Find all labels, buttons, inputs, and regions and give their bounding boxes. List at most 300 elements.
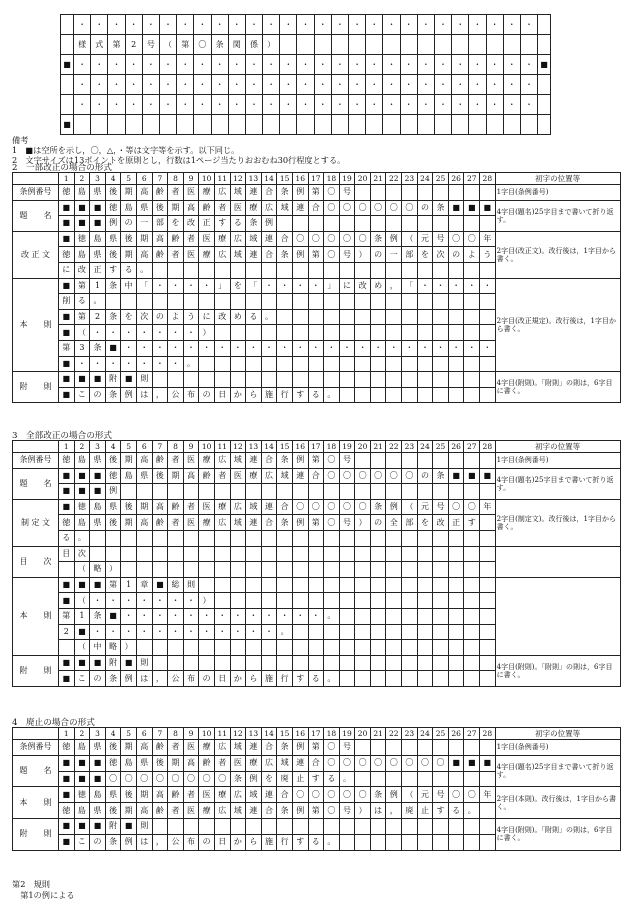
grid-cell — [448, 530, 464, 546]
grid-cell — [349, 115, 366, 135]
grid-cell — [199, 484, 215, 500]
grid-cell: 則 — [183, 577, 199, 593]
grid-cell: 期 — [121, 515, 137, 531]
grid-cell: ・ — [469, 55, 486, 75]
grid-cell — [324, 356, 340, 372]
grid-cell — [433, 546, 449, 562]
grid-cell — [417, 294, 433, 310]
grid-cell: ■ — [90, 484, 106, 500]
grid-cell — [324, 562, 340, 578]
grid-cell: 施 — [261, 671, 277, 687]
grid-cell — [324, 640, 340, 656]
grid-cell: 広 — [230, 499, 246, 515]
grid-cell — [386, 262, 402, 278]
grid-cell: 県 — [90, 740, 106, 756]
grid-cell: 高 — [136, 740, 152, 756]
grid-cell: ・ — [520, 55, 537, 75]
grid-cell — [61, 95, 74, 115]
row-label: 本 則 — [13, 787, 59, 819]
grid-cell: 者 — [168, 515, 184, 531]
grid-cell — [480, 803, 496, 819]
grid-cell — [417, 624, 433, 640]
grid-cell: 2 — [59, 624, 75, 640]
grid-cell: 」 — [324, 278, 340, 294]
grid-cell: ・ — [211, 95, 228, 115]
grid-cell: 島 — [74, 740, 90, 756]
grid-cell: 改 — [183, 216, 199, 232]
grid-cell: ・ — [183, 278, 199, 294]
grid-row — [13, 372, 621, 388]
grid-cell — [355, 530, 371, 546]
grid-cell — [433, 771, 449, 787]
grid-cell: 域 — [246, 499, 262, 515]
grid-cell: 日 — [214, 671, 230, 687]
grid-cell — [261, 484, 277, 500]
grid-cell — [486, 35, 503, 55]
grid-cell: め — [230, 309, 246, 325]
grid-cell: 条 — [105, 309, 121, 325]
column-number: 8 — [168, 728, 184, 740]
grid-cell: 齢 — [152, 453, 168, 469]
grid-cell: ・ — [91, 55, 108, 75]
grid-cell: の — [370, 515, 386, 531]
grid-cell — [105, 546, 121, 562]
grid-cell: 者 — [214, 755, 230, 771]
grid-cell: 徳 — [59, 803, 75, 819]
grid-cell — [331, 115, 348, 135]
column-number-header — [13, 441, 621, 453]
column-number: 2 — [74, 441, 90, 453]
grid-cell: 高 — [183, 200, 199, 216]
grid-cell — [152, 294, 168, 310]
grid-cell: 元 — [417, 231, 433, 247]
column-number: 10 — [199, 728, 215, 740]
column-number: 13 — [246, 441, 262, 453]
grid-cell: 号 — [433, 231, 449, 247]
form-sample-row — [61, 95, 551, 115]
grid-cell — [314, 115, 331, 135]
grid-cell — [261, 546, 277, 562]
grid-cell: ・ — [125, 95, 142, 115]
grid-cell: 例 — [386, 499, 402, 515]
grid-cell: 後 — [152, 755, 168, 771]
grid-cell: ・ — [168, 593, 184, 609]
grid-cell — [277, 530, 293, 546]
grid-cell: ・ — [246, 340, 262, 356]
grid-cell: 合 — [261, 515, 277, 531]
grid-cell: ・ — [503, 55, 520, 75]
grid-cell — [417, 185, 433, 201]
grid-cell — [136, 530, 152, 546]
grid-cell — [230, 593, 246, 609]
grid-cell: 〇 — [370, 200, 386, 216]
grid-cell — [480, 818, 496, 834]
grid-cell — [448, 546, 464, 562]
grid-cell — [402, 655, 418, 671]
grid-cell: 年 — [480, 787, 496, 803]
grid-cell: 式 — [91, 35, 108, 55]
grid-cell — [370, 593, 386, 609]
grid-row — [13, 577, 621, 593]
grid-cell — [214, 640, 230, 656]
grid-cell: 医 — [199, 499, 215, 515]
grid-cell: ・ — [486, 55, 503, 75]
grid-cell — [199, 356, 215, 372]
grid-row — [13, 200, 621, 216]
grid-cell — [246, 640, 262, 656]
grid-cell: 合 — [261, 185, 277, 201]
grid-cell — [434, 35, 451, 55]
grid-cell — [480, 640, 496, 656]
grid-cell: （ — [74, 640, 90, 656]
grid-cell: 号 — [339, 803, 355, 819]
grid-cell — [355, 671, 371, 687]
grid-cell — [214, 546, 230, 562]
grid-cell: ・ — [246, 624, 262, 640]
grid-cell: 期 — [121, 247, 137, 263]
grid-cell — [339, 655, 355, 671]
grid-cell: 島 — [74, 803, 90, 819]
grid-cell — [402, 608, 418, 624]
grid-cell — [417, 593, 433, 609]
grid-cell: 〇 — [386, 200, 402, 216]
grid-cell: ・ — [152, 325, 168, 341]
grid-cell: る — [324, 771, 340, 787]
grid-cell — [417, 262, 433, 278]
grid-cell: ■ — [61, 115, 74, 135]
grid-cell: ■ — [74, 372, 90, 388]
grid-cell: ・ — [108, 15, 125, 35]
grid-cell: 〇 — [121, 771, 137, 787]
grid-cell — [402, 372, 418, 388]
grid-cell — [194, 115, 211, 135]
grid-cell — [386, 484, 402, 500]
grid-cell: ， — [152, 387, 168, 403]
grid-cell — [355, 562, 371, 578]
grid-cell: ・ — [136, 624, 152, 640]
grid-cell — [464, 185, 480, 201]
column-number: 19 — [339, 441, 355, 453]
grid-cell — [480, 515, 496, 531]
grid-cell: ・ — [183, 593, 199, 609]
grid-cell: 県 — [105, 787, 121, 803]
grid-cell: 年 — [480, 499, 496, 515]
grid-cell: 条 — [105, 834, 121, 850]
column-number: 2 — [74, 173, 90, 185]
grid-cell — [355, 740, 371, 756]
grid-cell — [152, 818, 168, 834]
column-number: 26 — [448, 728, 464, 740]
grid-cell: 島 — [121, 468, 137, 484]
grid-cell — [386, 356, 402, 372]
grid-row — [13, 546, 621, 562]
grid-cell — [263, 115, 280, 135]
grid-cell: ・ — [245, 15, 262, 35]
grid-cell: 県 — [90, 185, 106, 201]
grid-cell — [448, 655, 464, 671]
column-number: 11 — [214, 728, 230, 740]
grid-cell — [370, 671, 386, 687]
grid-cell — [433, 530, 449, 546]
row-label: 附 則 — [13, 372, 59, 403]
grid-cell: 医 — [183, 185, 199, 201]
grid-cell: 第 — [74, 309, 90, 325]
column-number: 9 — [183, 728, 199, 740]
grid-cell — [308, 640, 324, 656]
grid-cell — [183, 640, 199, 656]
grid-cell: ， — [152, 834, 168, 850]
grid-cell: 改 — [74, 262, 90, 278]
grid-cell — [417, 562, 433, 578]
grid-cell — [400, 35, 417, 55]
grid-cell: ・ — [433, 340, 449, 356]
grid-cell: 島 — [74, 247, 90, 263]
grid-cell: は — [136, 387, 152, 403]
grid-cell: 県 — [90, 515, 106, 531]
grid-cell — [168, 640, 184, 656]
grid-cell: 齢 — [199, 200, 215, 216]
form-sample-row — [61, 75, 551, 95]
grid-cell: す — [433, 803, 449, 819]
grid-cell — [136, 484, 152, 500]
column-number: 26 — [448, 441, 464, 453]
grid-cell — [370, 818, 386, 834]
grid-cell: ■ — [59, 818, 75, 834]
grid-cell: を — [417, 247, 433, 263]
grid-cell: ・ — [464, 278, 480, 294]
column-number: 6 — [136, 441, 152, 453]
grid-cell: の — [121, 216, 137, 232]
grid-cell: 徳 — [59, 515, 75, 531]
grid-cell: ・ — [308, 278, 324, 294]
grid-cell: 島 — [121, 755, 137, 771]
grid-cell — [480, 372, 496, 388]
column-number: 28 — [480, 441, 496, 453]
grid-cell — [448, 356, 464, 372]
grid-cell: に — [199, 309, 215, 325]
grid-cell — [261, 655, 277, 671]
grid-cell — [324, 216, 340, 232]
column-number: 20 — [355, 441, 371, 453]
grid-cell — [292, 577, 308, 593]
grid-cell: ■ — [59, 309, 75, 325]
grid-cell — [402, 546, 418, 562]
grid-cell — [370, 185, 386, 201]
grid-cell: 条 — [370, 231, 386, 247]
grid-cell: 〇 — [324, 755, 340, 771]
column-number: 12 — [230, 728, 246, 740]
grid-cell — [246, 562, 262, 578]
footer-line-2: 第1の例による — [12, 890, 75, 900]
column-number: 11 — [214, 173, 230, 185]
grid-cell — [90, 546, 106, 562]
grid-cell: 県 — [105, 499, 121, 515]
grid-cell: 中 — [90, 640, 106, 656]
grid-cell: 〇 — [105, 771, 121, 787]
grid-cell: ・ — [261, 608, 277, 624]
grid-cell — [355, 185, 371, 201]
grid-cell — [433, 325, 449, 341]
grid-cell: 者 — [168, 740, 184, 756]
grid-cell — [464, 671, 480, 687]
grid-cell: 者 — [183, 231, 199, 247]
grid-cell: 第 — [59, 608, 75, 624]
grid-cell — [370, 608, 386, 624]
grid-cell — [183, 294, 199, 310]
column-number: 24 — [417, 728, 433, 740]
grid-cell — [230, 372, 246, 388]
grid-cell: ・ — [90, 325, 106, 341]
grid-cell: ・ — [177, 15, 194, 35]
grid-cell: の — [199, 387, 215, 403]
grid-cell: 者 — [168, 803, 184, 819]
position-note — [495, 577, 620, 655]
grid-cell — [199, 818, 215, 834]
grid-cell — [297, 115, 314, 135]
grid-cell: ・ — [159, 15, 176, 35]
grid-cell: ・ — [261, 624, 277, 640]
grid-cell: 〇 — [464, 499, 480, 515]
grid-cell: 〇 — [448, 231, 464, 247]
grid-cell — [386, 655, 402, 671]
grid-cell: の — [90, 671, 106, 687]
grid-cell — [433, 372, 449, 388]
grid-cell — [386, 834, 402, 850]
grid-cell: 県 — [90, 453, 106, 469]
grid-cell: ・ — [349, 15, 366, 35]
grid-cell: （ — [402, 787, 418, 803]
grid-cell: 施 — [261, 834, 277, 850]
grid-cell: ） — [355, 515, 371, 531]
grid-cell — [402, 562, 418, 578]
grid-cell: ・ — [214, 624, 230, 640]
grid-cell: ・ — [417, 278, 433, 294]
grid-cell — [386, 530, 402, 546]
position-note: 4字目(題名)25字目まで書いて折り返す。 — [495, 755, 620, 787]
grid-cell: ） — [199, 593, 215, 609]
grid-cell: 。 — [74, 530, 90, 546]
grid-cell: 条 — [105, 387, 121, 403]
grid-cell — [355, 771, 371, 787]
column-number: 4 — [105, 441, 121, 453]
grid-cell: 広 — [214, 453, 230, 469]
grid-cell: ） — [105, 562, 121, 578]
grid-cell: 関 — [228, 35, 245, 55]
grid-cell: ・ — [400, 55, 417, 75]
grid-cell: ■ — [59, 834, 75, 850]
grid-cell — [214, 593, 230, 609]
grid-cell: 療 — [214, 787, 230, 803]
grid-cell — [386, 453, 402, 469]
grid-cell: 2 — [90, 309, 106, 325]
grid-cell — [464, 655, 480, 671]
grid-cell: 合 — [308, 755, 324, 771]
column-number: 15 — [277, 173, 293, 185]
grid-cell — [228, 115, 245, 135]
grid-cell: の — [90, 834, 106, 850]
grid-cell: 部 — [402, 515, 418, 531]
grid-cell — [386, 372, 402, 388]
grid-cell — [417, 372, 433, 388]
grid-cell: 章 — [136, 577, 152, 593]
grid-cell — [355, 593, 371, 609]
grid-cell: ・ — [480, 278, 496, 294]
grid-cell: ・ — [152, 593, 168, 609]
grid-cell — [214, 577, 230, 593]
grid-cell — [121, 294, 137, 310]
grid-cell: す — [214, 216, 230, 232]
grid-cell: 〇 — [324, 515, 340, 531]
grid-cell — [448, 671, 464, 687]
grid-cell — [339, 309, 355, 325]
grid-cell: 例 — [292, 247, 308, 263]
grid-cell — [383, 35, 400, 55]
grid-cell: （ — [74, 562, 90, 578]
grid-cell — [480, 484, 496, 500]
grid-cell: 例 — [121, 834, 137, 850]
grid-cell: ， — [386, 278, 402, 294]
grid-cell — [402, 771, 418, 787]
grid-cell — [168, 262, 184, 278]
grid-cell: ・ — [177, 95, 194, 115]
grid-cell: ・ — [452, 55, 469, 75]
grid-cell: 域 — [230, 515, 246, 531]
grid-cell — [199, 546, 215, 562]
grid-cell: ・ — [386, 340, 402, 356]
position-note — [495, 546, 620, 577]
grid-cell: 止 — [417, 803, 433, 819]
grid-cell: 後 — [105, 247, 121, 263]
grid-cell: 期 — [121, 185, 137, 201]
grid-cell: 第 — [59, 340, 75, 356]
grid-cell — [261, 640, 277, 656]
grid-cell — [386, 294, 402, 310]
row-label: 本 則 — [13, 577, 59, 655]
grid-cell — [402, 530, 418, 546]
grid-cell: 。 — [324, 608, 340, 624]
grid-cell — [246, 577, 262, 593]
grid-cell: ・ — [152, 608, 168, 624]
grid-cell: 。 — [183, 356, 199, 372]
grid-cell — [355, 262, 371, 278]
grid-cell — [152, 530, 168, 546]
grid-cell: 〇 — [324, 185, 340, 201]
grid-cell: ・ — [121, 356, 137, 372]
column-number: 14 — [261, 173, 277, 185]
column-number: 18 — [324, 173, 340, 185]
grid-cell — [277, 356, 293, 372]
grid-cell: 島 — [74, 515, 90, 531]
column-number: 26 — [448, 173, 464, 185]
grid-cell — [214, 372, 230, 388]
grid-cell: ■ — [59, 216, 75, 232]
grid-cell: ・ — [339, 340, 355, 356]
grid-cell: ・ — [228, 55, 245, 75]
grid-cell: ・ — [136, 356, 152, 372]
grid-cell — [370, 356, 386, 372]
grid-cell: 例 — [292, 803, 308, 819]
row-label: 改 正 文 — [13, 231, 59, 278]
position-note: 2字目(本則)。改行後は，1字目から書く。 — [495, 787, 620, 819]
grid-cell: か — [230, 671, 246, 687]
grid-cell — [292, 593, 308, 609]
grid-cell — [417, 35, 434, 55]
column-number: 9 — [183, 441, 199, 453]
grid-cell: 条 — [90, 340, 106, 356]
grid-cell: 医 — [183, 740, 199, 756]
grid-cell: 行 — [277, 671, 293, 687]
grid-cell — [370, 325, 386, 341]
